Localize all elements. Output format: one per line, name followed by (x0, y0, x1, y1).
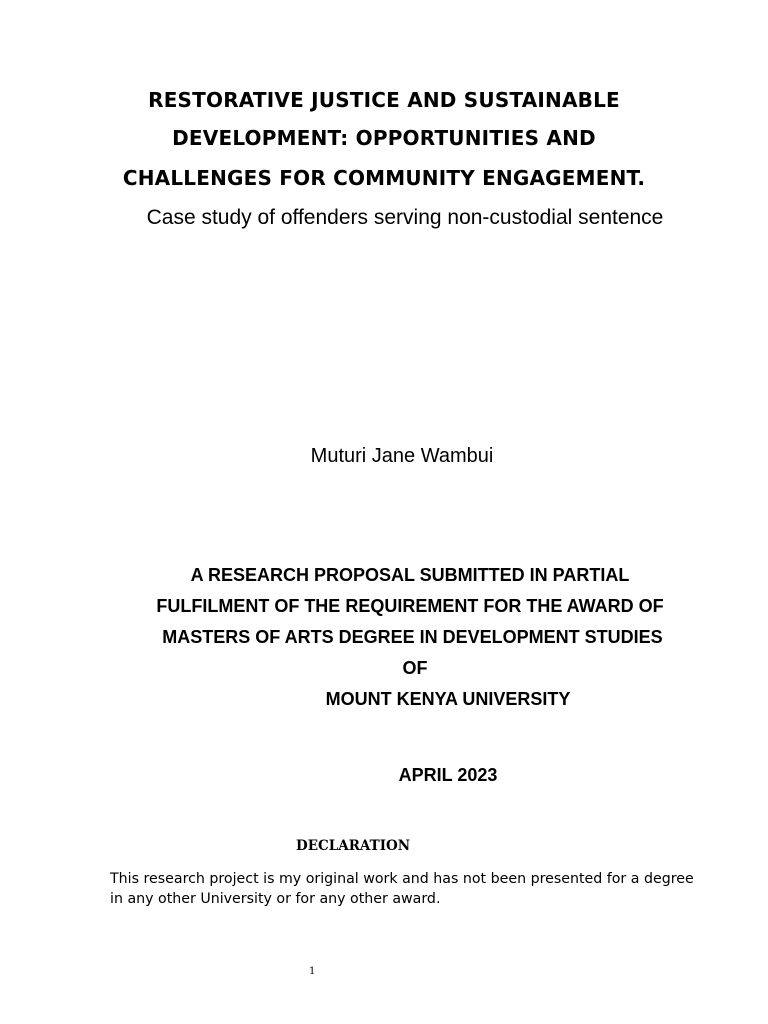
subtitle: Case study of offenders serving non-custodial sentence (146, 206, 664, 229)
title-line-1: RESTORATIVE JUSTICE AND SUSTAINABLE (148, 88, 620, 112)
proposal-line-1: A RESEARCH PROPOSAL SUBMITTED IN PARTIAL (190, 565, 630, 585)
title-line-3: CHALLENGES FOR COMMUNITY ENGAGEMENT. (122, 166, 646, 190)
university-name: MOUNT KENYA UNIVERSITY (325, 689, 571, 709)
submission-date: APRIL 2023 (398, 765, 498, 785)
proposal-line-2: FULFILMENT OF THE REQUIREMENT FOR THE AWARD OF (156, 596, 664, 616)
title-line-2: DEVELOPMENT: OPPORTUNITIES AND (172, 126, 596, 150)
proposal-line-3: MASTERS OF ARTS DEGREE IN DEVELOPMENT STUDIES (162, 627, 663, 647)
page-number: 1 (309, 966, 316, 977)
declaration-heading: DECLARATION (296, 838, 411, 854)
declaration-text: This research project is my original work and has not been presented for a degree in any other University or for any other award. (110, 871, 694, 907)
author-name: Muturi Jane Wambui (310, 445, 494, 467)
proposal-line-4: OF (402, 658, 428, 678)
